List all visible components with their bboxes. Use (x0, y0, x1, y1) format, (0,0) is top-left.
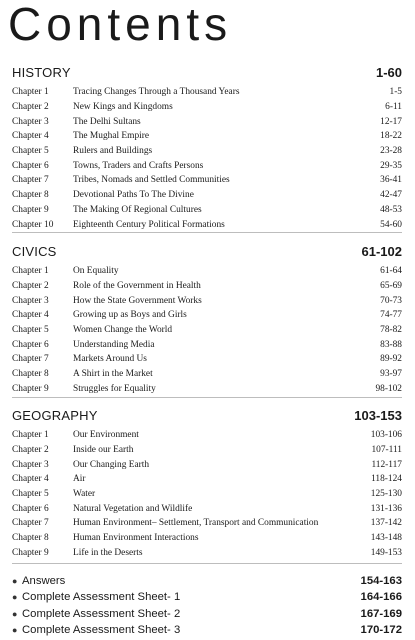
chapter-label: Chapter 9 (12, 204, 49, 215)
chapter-row (12, 158, 402, 173)
chapter-row (12, 217, 402, 232)
chapter-pages: 103-106 (370, 430, 402, 441)
chapter-label: Chapter 2 (12, 102, 49, 113)
chapter-title: Water (73, 489, 96, 500)
chapter-pages: 23-28 (380, 146, 402, 157)
chapter-pages: 18-22 (380, 131, 402, 142)
section-name: HISTORY (12, 65, 71, 80)
chapter-row (12, 203, 402, 218)
chapter-label: Chapter 3 (12, 295, 49, 306)
chapter-pages: 131-136 (370, 503, 402, 514)
chapter-title: A Shirt in the Market (73, 369, 153, 380)
chapter-pages: 89-92 (380, 354, 402, 365)
chapter-pages: 93-97 (380, 369, 402, 380)
extra-row (12, 573, 402, 589)
section-name: CIVICS (12, 244, 57, 259)
chapter-row (12, 531, 402, 546)
chapter-title: Life in the Deserts (73, 547, 143, 558)
chapter-label: Chapter 7 (12, 175, 49, 186)
section-header (12, 64, 402, 82)
chapter-pages: 29-35 (380, 160, 402, 171)
chapter-title: Natural Vegetation and Wildlife (73, 503, 193, 514)
chapter-row (12, 501, 402, 516)
chapter-title: Struggles for Equality (73, 383, 156, 394)
section-divider (12, 232, 402, 233)
chapter-title: Inside our Earth (73, 445, 134, 456)
extra-title: Complete Assessment Sheet- 2 (22, 607, 181, 620)
chapter-label: Chapter 1 (12, 87, 49, 98)
chapter-label: Chapter 3 (12, 459, 49, 470)
extra-row (12, 589, 402, 605)
chapter-title: Devotional Paths To The Divine (73, 190, 194, 201)
chapter-label: Chapter 1 (12, 430, 49, 441)
chapter-title: Human Environment– Settlement, Transport and Communication (73, 518, 319, 529)
section-divider (12, 397, 402, 398)
chapter-title: Our Environment (73, 430, 139, 441)
chapter-row (12, 472, 402, 487)
chapter-label: Chapter 8 (12, 533, 49, 544)
section-geography (12, 407, 402, 560)
chapter-pages: 118-124 (371, 474, 402, 485)
chapter-row (12, 308, 402, 323)
chapter-pages: 143-148 (370, 533, 402, 544)
extra-pages: 164-166 (360, 591, 402, 604)
bullet-icon: ● (12, 576, 18, 587)
chapter-pages: 137-142 (370, 518, 402, 529)
chapter-title: Towns, Traders and Crafts Persons (73, 160, 204, 171)
chapter-title: Understanding Media (73, 339, 155, 350)
chapter-title: Eighteenth Century Political Formations (73, 219, 225, 230)
chapter-label: Chapter 7 (12, 518, 49, 529)
chapter-label: Chapter 4 (12, 131, 49, 142)
section-name: GEOGRAPHY (12, 408, 98, 423)
bullet-icon: ● (12, 625, 18, 636)
chapter-row (12, 85, 402, 100)
extra-row (12, 622, 402, 638)
chapter-row (12, 188, 402, 203)
extra-title: Complete Assessment Sheet- 3 (22, 624, 181, 637)
chapter-row (12, 516, 402, 531)
chapter-title: The Making Of Regional Cultures (73, 204, 202, 215)
chapter-title: On Equality (73, 266, 119, 277)
extra-pages: 170-172 (360, 624, 402, 637)
section-page-range: 103-153 (354, 408, 402, 423)
chapter-pages: 61-64 (380, 266, 402, 277)
chapter-row (12, 352, 402, 367)
chapter-label: Chapter 3 (12, 116, 49, 127)
chapter-row (12, 546, 402, 561)
chapter-pages: 149-153 (370, 547, 402, 558)
chapter-label: Chapter 10 (12, 219, 54, 230)
chapter-label: Chapter 5 (12, 146, 49, 157)
chapter-label: Chapter 4 (12, 310, 49, 321)
chapter-row (12, 323, 402, 338)
chapter-pages: 112-117 (371, 459, 402, 470)
chapter-label: Chapter 8 (12, 190, 49, 201)
chapter-pages: 78-82 (380, 325, 402, 336)
extra-title: Complete Assessment Sheet- 1 (22, 591, 181, 604)
chapter-pages: 74-77 (380, 310, 402, 321)
chapter-title: The Mughal Empire (73, 131, 150, 142)
chapter-row (12, 173, 402, 188)
section-header (12, 243, 402, 261)
chapter-label: Chapter 7 (12, 354, 49, 365)
chapter-row (12, 367, 402, 382)
chapter-pages: 125-130 (370, 489, 402, 500)
chapter-pages: 36-41 (380, 175, 402, 186)
chapter-pages: 12-17 (380, 116, 402, 127)
chapter-row (12, 100, 402, 115)
chapter-row (12, 428, 402, 443)
extra-row (12, 606, 402, 622)
chapter-pages: 42-47 (380, 190, 402, 201)
chapter-row (12, 114, 402, 129)
chapter-label: Chapter 6 (12, 503, 49, 514)
chapter-row (12, 129, 402, 144)
chapter-pages: 54-60 (380, 219, 402, 230)
chapter-title: Our Changing Earth (73, 459, 150, 470)
extras-list (12, 573, 402, 638)
chapter-title: Human Environment Interactions (73, 533, 199, 544)
chapter-pages: 1-5 (389, 87, 402, 98)
chapter-label: Chapter 5 (12, 325, 49, 336)
chapter-label: Chapter 2 (12, 281, 49, 292)
chapter-title: Women Change the World (73, 325, 173, 336)
chapter-title: Role of the Government in Health (73, 281, 201, 292)
bullet-icon: ● (12, 592, 18, 603)
chapter-row (12, 337, 402, 352)
chapter-title: Markets Around Us (73, 354, 147, 365)
section-header (12, 407, 402, 425)
chapter-row (12, 487, 402, 502)
bullet-icon: ● (12, 608, 18, 619)
chapter-title: Air (73, 474, 86, 485)
chapter-label: Chapter 5 (12, 489, 49, 500)
extra-pages: 167-169 (360, 607, 402, 620)
chapter-label: Chapter 9 (12, 547, 49, 558)
extra-pages: 154-163 (360, 575, 402, 588)
chapter-title: The Delhi Sultans (73, 116, 141, 127)
chapter-row (12, 457, 402, 472)
chapter-pages: 48-53 (380, 204, 402, 215)
section-civics (12, 243, 402, 396)
chapter-label: Chapter 8 (12, 369, 49, 380)
chapter-row (12, 443, 402, 458)
chapter-title: New Kings and Kingdoms (73, 102, 173, 113)
section-page-range: 1-60 (375, 65, 402, 80)
chapter-title: Tracing Changes Through a Thousand Years (73, 87, 240, 98)
chapter-pages: 83-88 (380, 339, 402, 350)
chapter-row (12, 144, 402, 159)
chapter-title: How the State Government Works (73, 295, 202, 306)
chapter-title: Growing up as Boys and Girls (73, 310, 187, 321)
chapter-pages: 70-73 (380, 295, 402, 306)
section-page-range: 61-102 (361, 244, 402, 259)
chapter-row (12, 293, 402, 308)
chapter-label: Chapter 2 (12, 445, 49, 456)
chapter-row (12, 279, 402, 294)
section-history (12, 64, 402, 232)
page-title: Contents (8, 0, 233, 50)
chapter-label: Chapter 6 (12, 339, 49, 350)
chapter-title: Tribes, Nomads and Settled Communities (73, 175, 230, 186)
chapter-label: Chapter 6 (12, 160, 49, 171)
chapter-pages: 98-102 (375, 383, 402, 394)
chapter-row (12, 382, 402, 397)
chapter-title: Rulers and Buildings (73, 146, 153, 157)
chapter-row (12, 264, 402, 279)
chapter-label: Chapter 9 (12, 383, 49, 394)
chapter-label: Chapter 4 (12, 474, 49, 485)
section-divider (12, 563, 402, 564)
chapter-pages: 6-11 (385, 102, 402, 113)
chapter-pages: 107-111 (371, 445, 402, 456)
chapter-label: Chapter 1 (12, 266, 49, 277)
extra-title: Answers (22, 575, 66, 588)
chapter-pages: 65-69 (380, 281, 402, 292)
